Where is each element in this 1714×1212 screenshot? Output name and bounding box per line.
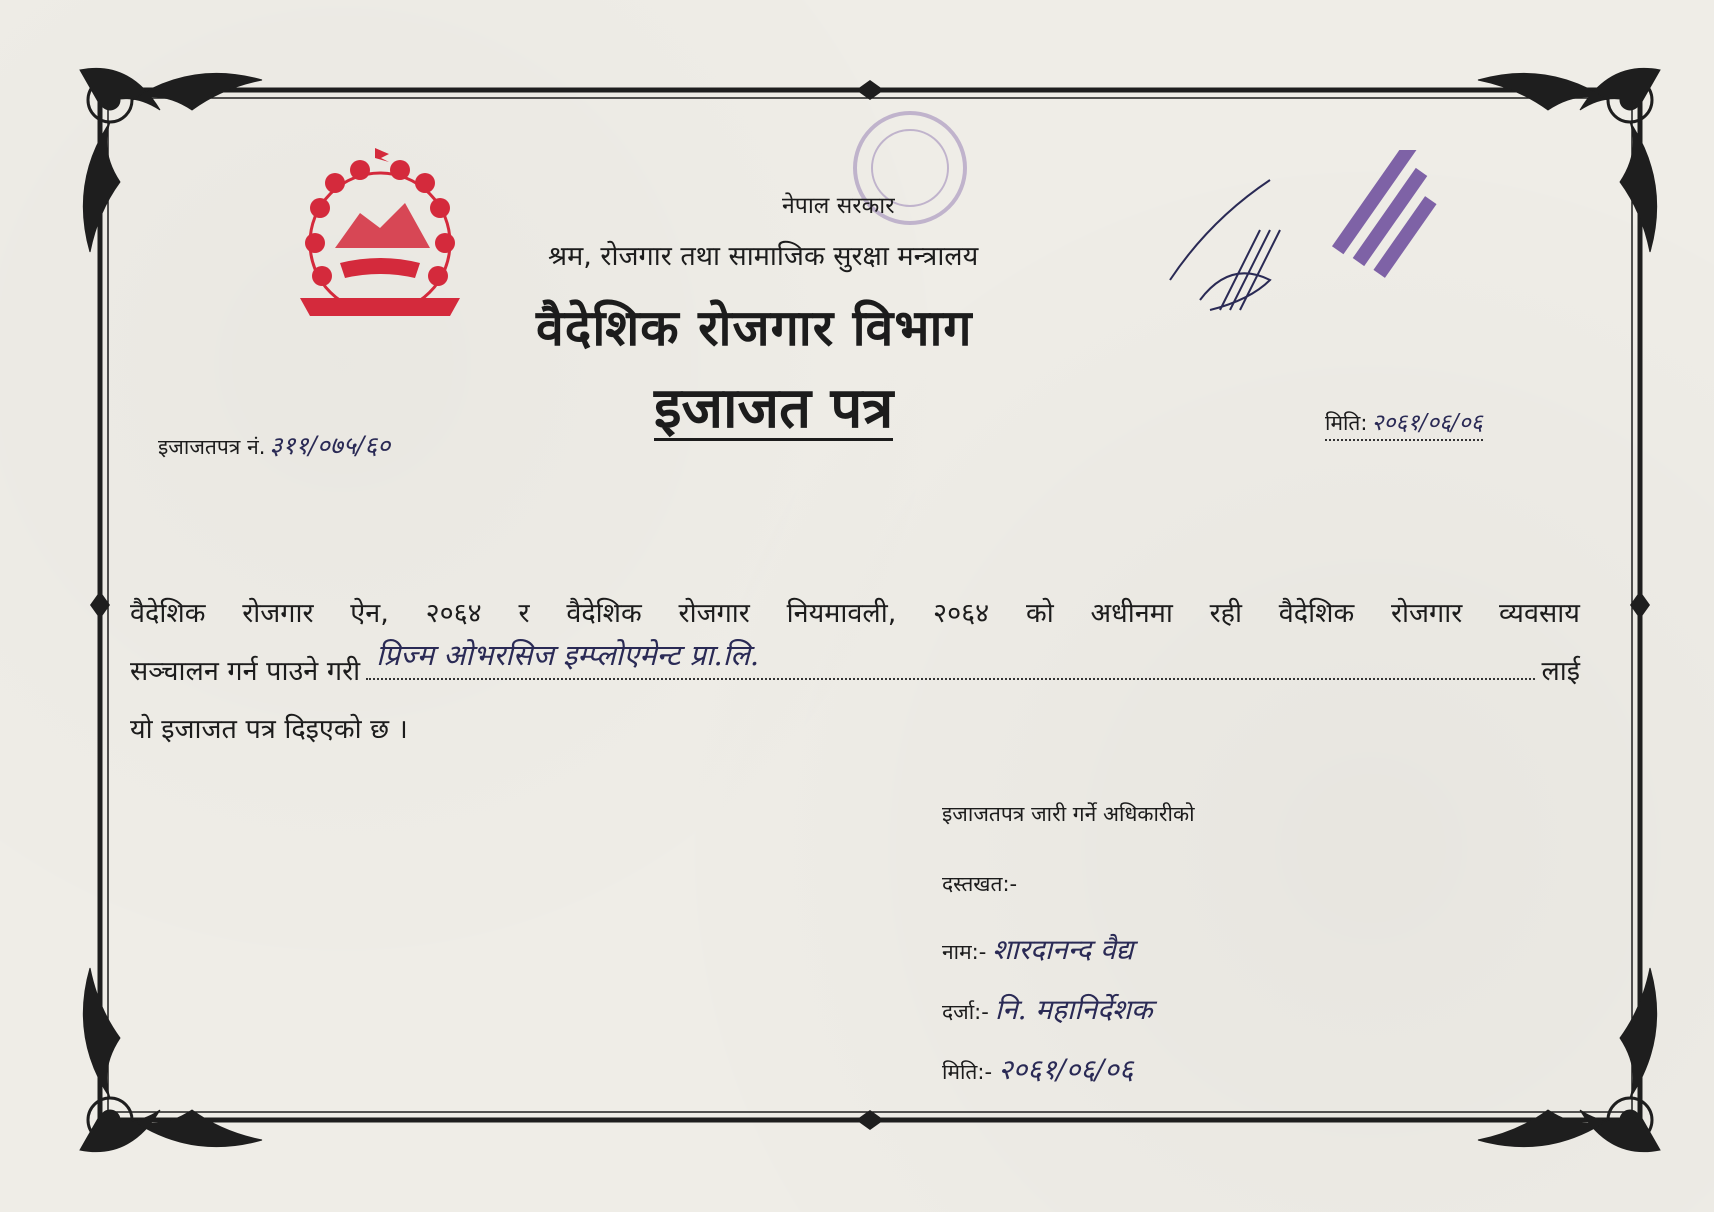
body-word: २०६४ [425,598,482,629]
name-value: शारदानन्द वैद्य [992,933,1134,966]
rank-value: नि. महानिर्देशक [994,993,1153,1026]
issue-date-value: २०६१/०६/०६ [1371,410,1483,436]
body-line-2-prefix: सञ्चालन गर्न पाउने गरी [130,656,361,687]
signature-label: दस्तखत:- [942,872,1018,896]
signature-heading: इजाजतपत्र जारी गर्ने अधिकारीको [942,802,1195,826]
name-label: नाम:- [942,940,987,964]
certificate-body [130,585,1580,759]
issue-date-label: मिति: [1325,411,1368,435]
company-name: प्रिज्म ओभरसिज इम्प्लोएमेन्ट प्रा.लि. [376,638,760,672]
issue-date [1325,405,1483,441]
body-word: व्यवसाय [1499,598,1580,629]
signature-date [942,1050,1133,1088]
permit-number-label: इजाजतपत्र नं. [158,435,266,459]
body-word: रही [1209,598,1242,629]
body-word: रोजगार [678,598,750,629]
signature-date-value: २०६१/०६/०६ [998,1053,1134,1086]
body-word: वैदेशिक [566,598,642,629]
body-word: ऐन, [350,598,389,629]
body-line-1 [130,585,1580,643]
department-heading: वैदेशिक रोजगार विभाग [536,299,973,357]
signature-date-label: मिति:- [942,1060,993,1084]
body-word: वैदेशिक [130,598,206,629]
signatory-name [942,930,1133,968]
permit-number [158,428,390,462]
body-word: वैदेशिक [1278,598,1355,629]
government-heading: नेपाल सरकार [782,193,895,219]
copy-certification-stamp [1160,150,1490,350]
body-line-2-suffix: लाई [1541,656,1580,687]
nepal-emblem-icon [280,148,480,348]
body-word: २०६४ [933,598,990,629]
body-word: नियमावली, [786,598,897,629]
ministry-heading: श्रम, रोजगार तथा सामाजिक सुरक्षा मन्त्रालय [548,241,979,272]
body-word: अधीनमा [1090,598,1173,629]
body-line-2 [130,638,1580,701]
permit-number-value: ३११/०७५/६० [269,431,391,460]
rank-label: दर्जा:- [942,1000,989,1024]
signatory-rank [942,990,1153,1028]
body-word: रोजगार [1390,598,1463,629]
body-line-3: यो इजाजत पत्र दिइएको छ । [130,714,408,745]
body-word: को [1025,598,1054,629]
company-name-field [366,638,1535,680]
body-word: र [518,598,530,629]
body-word: रोजगार [242,598,314,629]
certificate-title: इजाजत पत्र [654,376,894,441]
